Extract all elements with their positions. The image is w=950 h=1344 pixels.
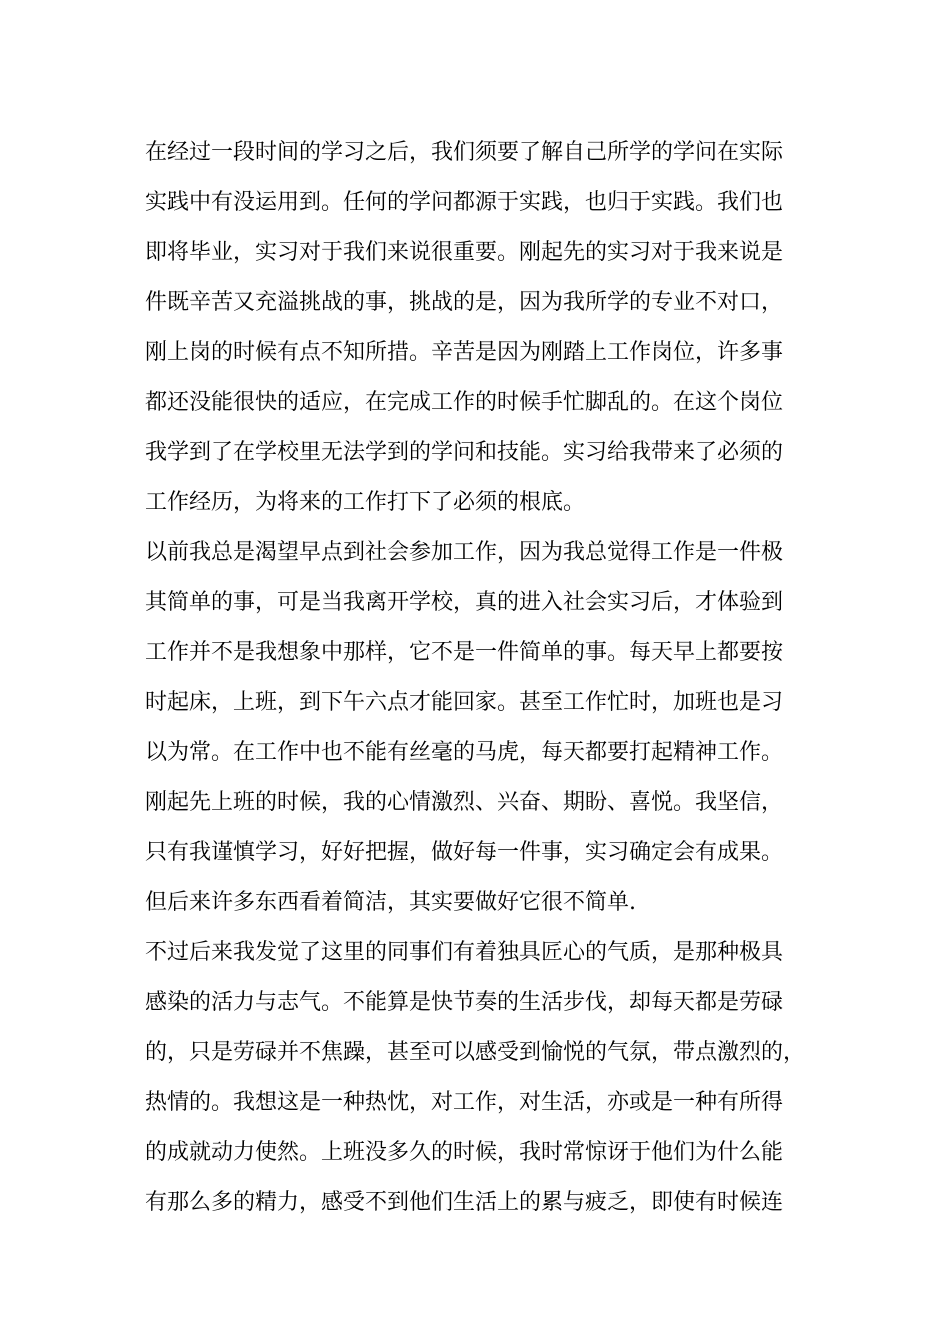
text-line: 都还没能很快的适应，在完成工作的时候手忙脚乱的。在这个岗位: [145, 390, 784, 415]
text-line: 刚起先上班的时候，我的心情激烈、兴奋、期盼、喜悦。我坚信，: [145, 790, 784, 815]
text-line: 刚上岗的时候有点不知所措。辛苦是因为刚踏上工作岗位，许多事: [145, 340, 784, 365]
text-line: 热情的。我想这是一种热忱，对工作，对生活，亦或是一种有所得: [145, 1090, 784, 1115]
text-line: 只有我谨慎学习，好好把握，做好每一件事，实习确定会有成果。: [145, 840, 784, 865]
paragraph-2: [145, 528, 845, 928]
text-line: 以为常。在工作中也不能有丝毫的马虎，每天都要打起精神工作。: [145, 740, 784, 765]
paragraph-1: [145, 128, 845, 528]
text-line: 我学到了在学校里无法学到的学问和技能。实习给我带来了必须的: [145, 440, 784, 465]
text-line: 件既辛苦又充溢挑战的事，挑战的是，因为我所学的专业不对口，: [145, 290, 784, 315]
text-line: 其简单的事，可是当我离开学校，真的进入社会实习后，才体验到: [145, 590, 784, 615]
text-line: 以前我总是渴望早点到社会参加工作，因为我总觉得工作是一件极: [145, 540, 784, 565]
text-line: 在经过一段时间的学习之后，我们须要了解自己所学的学问在实际: [145, 140, 784, 165]
text-line: 即将毕业，实习对于我们来说很重要。刚起先的实习对于我来说是: [145, 240, 784, 265]
text-line: 不过后来我发觉了这里的同事们有着独具匠心的气质，是那种极具: [145, 940, 784, 965]
text-line: 但后来许多东西看着简洁，其实要做好它很不简单.: [145, 890, 636, 915]
text-line: 的，只是劳碌并不焦躁，甚至可以感受到愉悦的气氛，带点激烈的，: [145, 1040, 806, 1065]
text-line: 感染的活力与志气。不能算是快节奏的生活步伐，却每天都是劳碌: [145, 990, 784, 1015]
text-line: 工作并不是我想象中那样，它不是一件简单的事。每天早上都要按: [145, 640, 784, 665]
text-line: 工作经历，为将来的工作打下了必须的根底。: [145, 490, 586, 515]
text-line: 有那么多的精力，感受不到他们生活上的累与疲乏，即使有时候连: [145, 1190, 784, 1215]
paragraph-3: [145, 928, 845, 1228]
document-body: [145, 128, 845, 1228]
text-line: 时起床，上班，到下午六点才能回家。甚至工作忙时，加班也是习: [145, 690, 784, 715]
text-line: 实践中有没运用到。任何的学问都源于实践，也归于实践。我们也: [145, 190, 784, 215]
text-line: 的成就动力使然。上班没多久的时候，我时常惊讶于他们为什么能: [145, 1140, 784, 1165]
